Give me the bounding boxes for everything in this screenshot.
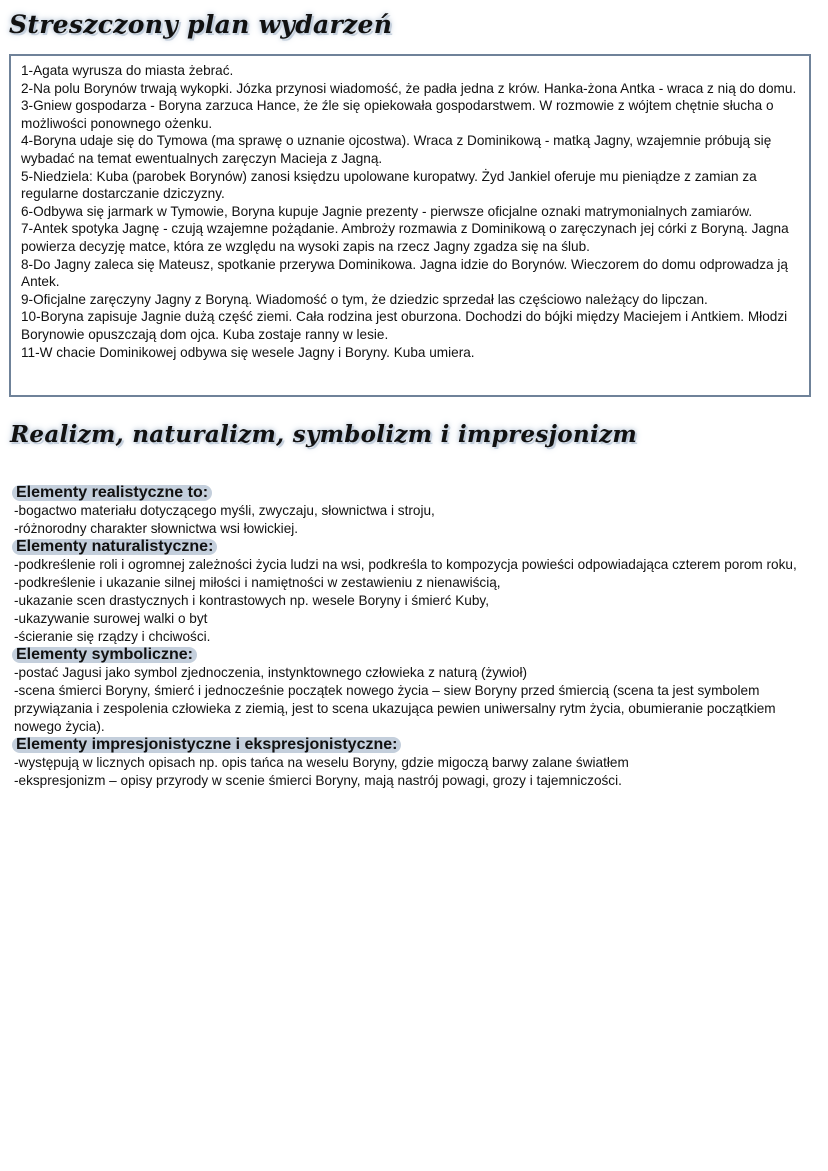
section-heading-impressionism: Elementy impresjonistyczne i ekspresjonistyczne: — [12, 737, 401, 753]
list-item: -różnorodny charakter słownictwa wsi łowickiej. — [14, 521, 299, 536]
plan-item: 8-Do Jagny zaleca się Mateusz, spotkanie przerywa Dominikowa. Jagna idzie do Borynów. Wieczorem do domu odprowadza ją Antek. — [21, 256, 788, 290]
list-item: -podkreślenie roli i ogromnej zależności życia ludzi na wsi, podkreśla to kompozycja powieści odpowiadająca czterem porom roku, — [14, 557, 797, 572]
page-title: Streszczony plan wydarzeń — [9, 10, 393, 39]
plan-item: 5-Niedziela: Kuba (parobek Borynów) zanosi księdzu upolowane kuropatwy. Żyd Jankiel oferuje mu pieniądze z zamian za regularne dostarczanie dziczyzny. — [21, 168, 757, 202]
plan-item: 9-Oficjalne zaręczyny Jagny z Boryną. Wiadomość o tym, że dziedzic sprzedał las częściowo należący do lipczan. — [21, 291, 708, 307]
plan-item: 1-Agata wyrusza do miasta żebrać. — [21, 63, 234, 78]
list-item: -podkreślenie i ukazanie silnej miłości i namiętności w zestawieniu z nienawiścią, — [14, 575, 501, 590]
elements-section — [14, 484, 814, 790]
plan-item: 10-Boryna zapisuje Jagnie dużą część ziemi. Cała rodzina jest oburzona. Dochodzi do bójki między Maciejem i Antkiem. Młodzi Borynowie opuszczają dom ojca. Kuba zostaje ranny w lesie. — [21, 309, 788, 342]
section-heading-realism: Elementy realistyczne to: — [12, 485, 212, 501]
list-item: -postać Jagusi jako symbol zjednoczenia, instynktownego człowieka z naturą (żywioł) — [14, 665, 528, 680]
list-item: -ścieranie się rządzy i chciwości. — [14, 629, 211, 644]
plan-item: 4-Boryna udaje się do Tymowa (ma sprawę o uznanie ojcostwa). Wraca z Dominikową - matką Jagny, wzajemnie próbują się wybadać na temat ewentualnych zaręczyn Macieja z Jagną. — [21, 133, 772, 166]
list-item: -bogactwo materiału dotyczącego myśli, zwyczaju, słownictwa i stroju, — [14, 503, 435, 518]
list-item: -scena śmierci Boryny, śmierć i jednocześnie początek nowego życia – siew Boryny przed śmiercią (scena ta jest symbolem przywiązania i zespolenia człowieka z ziemią, jest to scena ukazująca pewien uniwersalny rytm życia, obumieranie początkiem nowego życia). — [14, 683, 776, 734]
plan-item: 7-Antek spotyka Jagnę - czują wzajemne pożądanie. Ambroży rozmawia z Dominikową o zaręczynach jej córki z Boryną. Jagna powierza decyzję matce, która ze względu na wysoki zapis na rzecz Jagny zgadza się na ślub. — [21, 221, 789, 254]
section-heading-naturalism: Elementy naturalistyczne: — [12, 539, 217, 555]
plan-item: 6-Odbywa się jarmark w Tymowie, Boryna kupuje Jagnie prezenty - pierwsze oficjalne oznaki matrymonialnych zamiarów. — [21, 203, 753, 219]
plan-item: 2-Na polu Borynów trwają wykopki. Józka przynosi wiadomość, że padła jedna z krów. Hanka-żona Antka - wraca z nią do domu. — [21, 80, 797, 96]
plan-box — [9, 54, 811, 397]
list-item: -ekspresjonizm – opisy przyrody w scenie śmierci Boryny, mają nastrój powagi, grozy i tajemniczości. — [14, 773, 622, 788]
list-item: -ukazanie scen drastycznych i kontrastowych np. wesele Boryny i śmierć Kuby, — [14, 593, 489, 608]
section-heading-symbolism: Elementy symboliczne: — [12, 647, 197, 663]
list-item: -występują w licznych opisach np. opis tańca na weselu Boryny, gdzie migoczą barwy zalane światłem — [14, 755, 629, 770]
list-item: -ukazywanie surowej walki o byt — [14, 611, 208, 626]
plan-item: 11-W chacie Dominikowej odbywa się wesele Jagny i Boryny. Kuba umiera. — [21, 344, 475, 360]
section-title: Realizm, naturalizm, symbolizm i impresjonizm — [10, 421, 637, 448]
plan-item: 3-Gniew gospodarza - Boryna zarzuca Hance, że źle się opiekowała gospodarstwem. W rozmowie z wójtem chętnie słucha o możliwości ponownego ożenku. — [21, 98, 774, 131]
